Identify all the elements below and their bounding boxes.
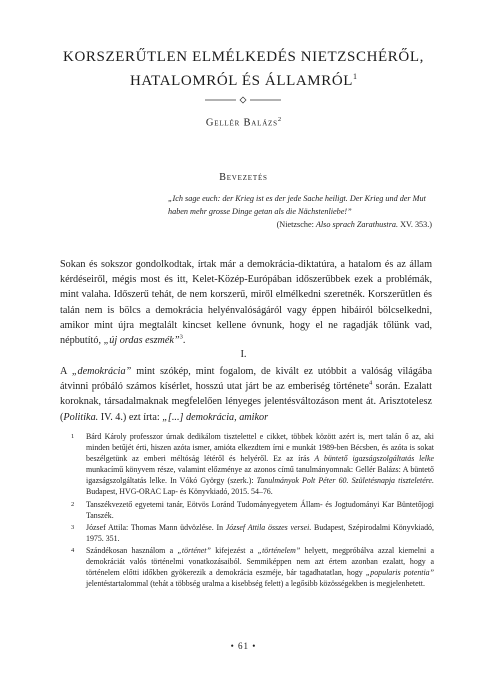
footnote: [71, 431, 435, 498]
author-name: Gellér Balázs: [205, 117, 278, 129]
author-byline: [40, 116, 447, 129]
footnote-ref-4[interactable]: 4: [368, 379, 373, 387]
epigraph: [168, 192, 432, 231]
footnote-text: munkacímű könyvem része, valamint előzménye az azonos című tanulmányomnak: Gellér Balázs: A büntető igazságszolgáltatás lelke. In Vókó György (szerk.):: [86, 465, 434, 486]
p2-text-b: mint szókép, mint fogalom, de kivált ez utóbbit a valóság világába átvinni próbáló számos kísérlet, hosszú utat járt be az emberiség története: [60, 366, 432, 393]
paragraph-intro-quote: „új ordas eszmék”: [103, 335, 180, 347]
section-numeral: I.: [240, 349, 247, 360]
footnote-text: Tanszékvezető egyetemi tanár, Eötvös Loránd Tudományegyetem Állam- és Jogtudományi Kar Büntetőjogi Tanszék.: [86, 499, 434, 520]
footnote-text: Budapest, HVG-ORAC Lap- és Könyvkiadó, 2015. 54–76.: [86, 487, 273, 497]
title-line-2: [40, 67, 447, 91]
article-title: [40, 48, 447, 91]
title-footnote-ref[interactable]: 1: [353, 72, 358, 81]
footnote-text: helyett, megpróbálva azzal kiemelni a demokráciát valós történelmi vonatkozásaiból. Semmiképpen nem azt értem azonban ezalatt, hogy a történelem előtti időkben gyökerezik a demokrácia eszméje, bár tagadhatatlan, hogy: [86, 545, 435, 578]
footnote: [71, 499, 434, 521]
footnote-number: 1: [71, 433, 75, 440]
p2-italic-mid: Politika.: [63, 411, 99, 423]
paragraph-intro-text: Sokan és sokszor gondolkodtak, írtak már a demokrácia-diktatúra, a hatalom és az állam kérdéseiről, mégis most és itt, Kelet-Közép-Európában időszerűbbek ezek a problémák, mint valaha. Időszerű tehát, de nem korszerű, miről elmélkedni szeretnék. Korszerűtlen és talán nem is bölcs a demokrácia helyénvalóságáról vagy éppen hibáiról bölcselkedni, amikor mint újra megtalált kincset kellene óvnunk, hogy el ne ragadják tőlünk vad, népbutító,: [60, 259, 432, 347]
epigraph-source-open: (Nietzsche:: [276, 220, 316, 229]
footnote-text: József Attila: Thomas Mann üdvözlése. In: [86, 522, 226, 532]
title-line-1: KORSZERŰTLEN ELMÉLKEDÉS NIETZSCHÉRŐL,: [63, 49, 424, 65]
paragraph-intro-tail: .: [182, 335, 186, 347]
paragraph-intro: [60, 257, 432, 348]
p2-text-a: A: [60, 366, 72, 377]
paragraph-section-one: [60, 364, 432, 425]
footnote-text: „történelem”: [257, 545, 301, 555]
footnote-text: József Attila összes versei.: [225, 522, 312, 532]
footnote: [71, 522, 434, 544]
footnote-text: A büntető igazságszolgáltatás lelke: [314, 454, 435, 464]
epigraph-quote: „Ich sage euch: der Krieg ist es der jede Sache heiligt. Der Krieg und der Mut haben mehr grosse Dinge getan als die Nächstenliebe!”: [168, 194, 426, 216]
footnote-ref-3[interactable]: 3: [179, 333, 183, 341]
page-number: • 61 •: [230, 641, 257, 651]
ornament-divider-icon: [205, 96, 281, 104]
footnote-text: jelentéstartalommal (tehát a többség uralma a kisebbség felett) a legősibb közösségekben is megjelenhetett.: [86, 579, 425, 589]
footnote-number: 2: [71, 500, 75, 508]
epigraph-source: [168, 218, 432, 231]
author-footnote-ref[interactable]: 2: [277, 116, 282, 123]
footnotes: [71, 431, 435, 590]
footnote: [71, 545, 435, 589]
p2-italic-end: „[...] demokrácia, amikor: [162, 411, 269, 423]
footnote-text: Bárd Károly professzor úrnak dedikálom tisztelettel e cikket, többek között azért is, mert talán ő az, aki minden betűjét érti, hiszen azóta ismer, amióta elkezdtem írni e munkát 1989-ben Bécsben, és azóta is sokat beszélgetünk az emberi méltóság létéről és helyéről. Ez az írás: [86, 432, 434, 464]
footnote-number: 4: [71, 546, 75, 554]
p2-text-c: során. Ezalatt koroknak, társadalmaknak megfelelően lényeges jelentésváltozáson ment át. Arisztotelesz (: [60, 381, 432, 423]
p2-text-d: IV. 4.) ezt írta:: [98, 411, 163, 423]
footnote-text: kifejezést a: [210, 545, 258, 555]
title-line-2-text: HATALOMRÓL ÉS ÁLLAMRÓL: [129, 73, 354, 89]
epigraph-source-work: Also sprach Zarathustra.: [315, 220, 399, 229]
footnote-text: „popularis potentia”: [365, 568, 434, 578]
footnote-text: Szándékosan használom a: [86, 545, 178, 555]
footnote-text: Budapest, Szépirodalmi Könyvkiadó, 1975. 351.: [86, 522, 434, 543]
footnote-number: 3: [71, 523, 75, 531]
section-heading: Bevezetés: [219, 172, 268, 183]
footnote-text: Tanulmányok Polt Péter 60. Születésnapja tiszteletére.: [256, 476, 434, 486]
epigraph-source-close: XV. 353.): [398, 220, 432, 229]
p2-italic-start: „demokrácia”: [71, 366, 132, 377]
footnote-text: „történet”: [177, 545, 211, 555]
